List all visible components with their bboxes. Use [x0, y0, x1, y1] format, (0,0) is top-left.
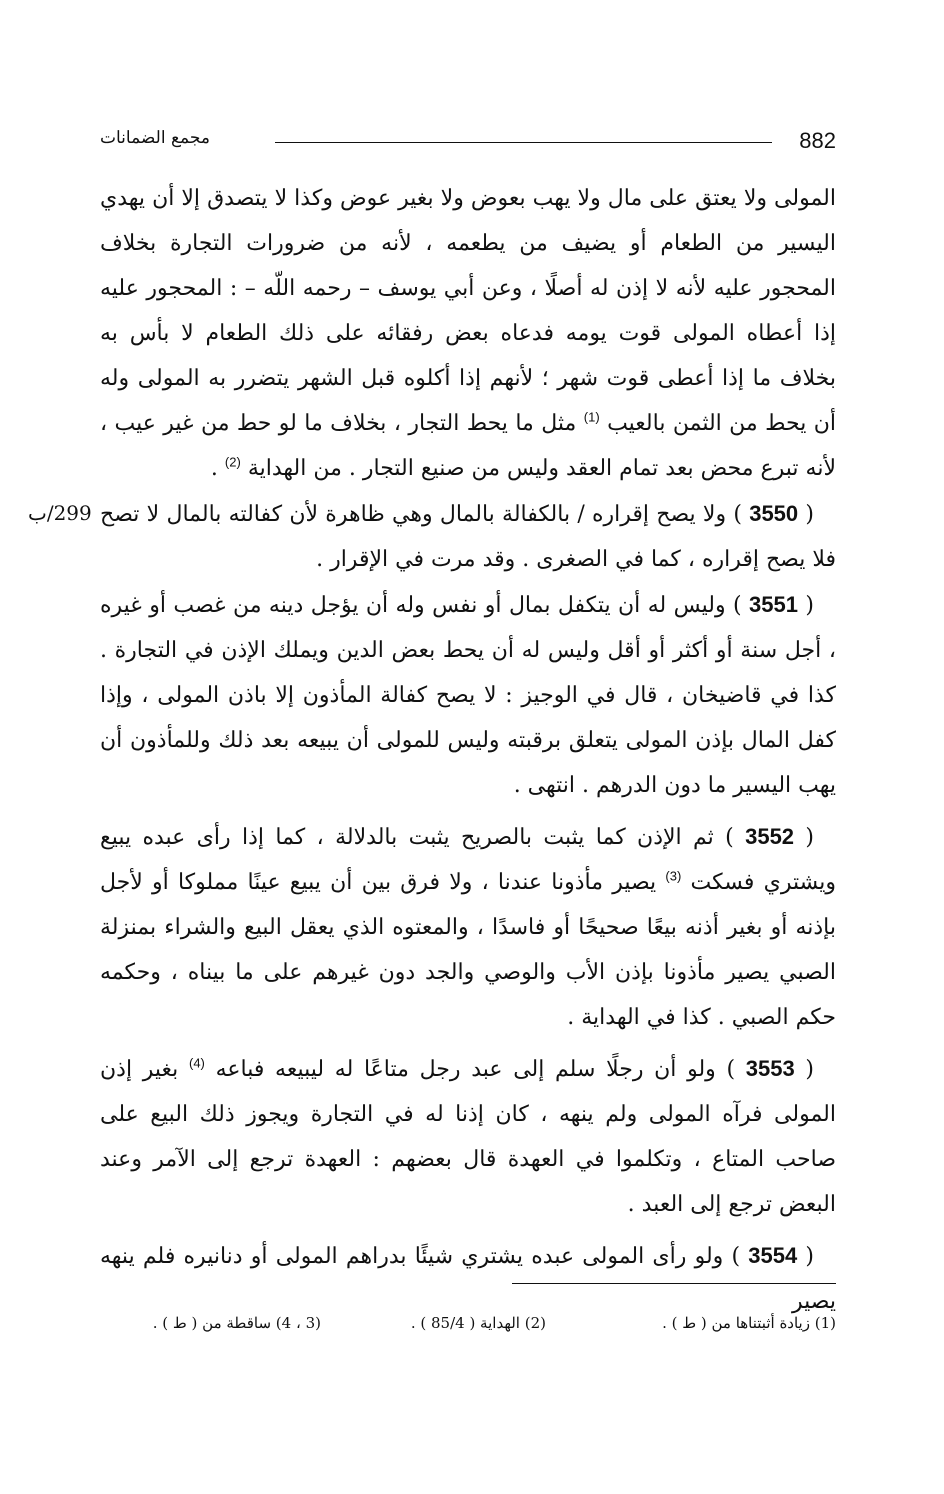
text-run: ) ولو أن رجلًا سلم إلى عبد رجل متاعًا له ليبيعه فباعه [204, 1057, 746, 1082]
footnote-reference: (1) [583, 409, 600, 425]
footnote-1: (1) زيادة أثبتناها من ( ط ) . [662, 1314, 836, 1332]
footnote-3-4: (3 ، 4) ساقطة من ( ط ) . [152, 1314, 321, 1332]
text-run: ) ثم الإذن كما يثبت بالصريح يثبت بالدلالة ، كما إذا رأى عبده يبيع ويشتري فسكت [100, 825, 836, 895]
footnote-2: (2) الهداية ( 85/4 ) . [410, 1314, 546, 1332]
text-run: ( [797, 1244, 814, 1269]
paragraph-3553 [100, 1046, 836, 1227]
book-title: مجمع الضمانات [100, 128, 210, 148]
footnote-reference: (4) [188, 1055, 205, 1071]
entry-number: 3553 [745, 1056, 795, 1081]
entry-number: 3551 [749, 592, 798, 617]
footnotes [100, 1314, 836, 1338]
manuscript-folio-note: 299/ب [28, 501, 92, 525]
entry-number: 3550 [749, 501, 799, 526]
text-run: ) ولا يصح إقراره / بالكفالة بالمال وهي ظاهرة لأن كفالته بالمال لا تصح فلا يصح إقراره ، كما في الصغرى . وقد مرت في الإقرار . [100, 502, 836, 572]
text-run: ( [798, 502, 814, 527]
text-run: بغير إذن المولى فرآه المولى ولم ينهه ، كان إذنا له في التجارة ويجوز ذلك البيع على صاحب المتاع ، وتكلموا في العهدة قال بعضهم : العهدة ترجع إلى الآمر وعند البعض ترجع إلى العبد . [100, 1057, 836, 1217]
paragraph-3551 [100, 582, 836, 808]
paragraph-continuation [100, 176, 836, 491]
paragraph-3552 [100, 814, 836, 1040]
text-run: يصير مأذونا عندنا ، ولا فرق بين أن يبيع عينًا مملوكا أو لأجل بإذنه أو بغير أذنه بيعًا صحيحًا أو فاسدًا ، والمعتوه الذي يعقل البيع والشراء بمنزلة الصبي يصير مأذونا بإذن الأب والوصي والجد دون غيرهم على ما بيناه ، وحكمه حكم الصبي . كذا في الهداية . [100, 870, 836, 1030]
text-run: ( [794, 1057, 814, 1082]
header-rule [275, 142, 772, 143]
footnote-reference: (3) [665, 868, 682, 884]
text-run: ( [794, 825, 814, 850]
footnote-reference: (2) [224, 454, 241, 470]
entry-number: 3552 [745, 824, 795, 849]
body-text [100, 176, 836, 1324]
text-run: المولى ولا يعتق على مال ولا يهب بعوض ولا بغير عوض وكذا لا يتصدق إلا أن يهدي اليسير من الطعام أو يضيف من يطعمه ، لأنه من ضرورات التجارة بخلاف المحجور عليه لأنه لا إذن له أصلًا ، وعن أبي يوسف – رحمه اللّه – : المحجور عليه إذا أعطاه المولى قوت يومه فدعاه بعض رفقائه على ذلك الطعام لا بأس به بخلاف ما إذا أعطى قوت شهر ؛ لأنهم إذا أكلوه قبل الشهر يتضرر به المولى وله أن يحط من الثمن بالعيب [100, 186, 836, 436]
footnote-rule [512, 1283, 836, 1284]
text-run: ) ولو رأى المولى عبده يشتري شيئًا بدراهم المولى أو دنانيره فلم ينهه يصير [100, 1244, 836, 1314]
paragraph-3550 [100, 491, 836, 582]
text-run: . [210, 456, 225, 481]
paragraph-3554 [100, 1233, 836, 1324]
running-header [100, 128, 836, 160]
text-run: مثل ما يحط التجار ، بخلاف ما لو حط من غير عيب ، لأنه تبرع محض بعد تمام العقد وليس من صنيع التجار . من الهداية [100, 411, 836, 481]
entry-number: 3554 [748, 1243, 798, 1268]
text-run: ( [798, 593, 814, 618]
text-run: ) وليس له أن يتكفل بمال أو نفس وله أن يؤجل دينه من غصب أو غيره ، أجل سنة أو أكثر أو أقل وليس له أن يحط بعض الدين ويملك الإذن في التجارة . كذا في قاضيخان ، قال في الوجيز : لا يصح كفالة المأذون إلا باذن المولى ، وإذا كفل المال بإذن المولى يتعلق برقبته وليس للمولى أن يبيعه بعد ذلك وللمأذون أن يهب اليسير ما دون الدرهم . انتهى . [100, 593, 836, 798]
page-number: 882 [799, 128, 836, 153]
